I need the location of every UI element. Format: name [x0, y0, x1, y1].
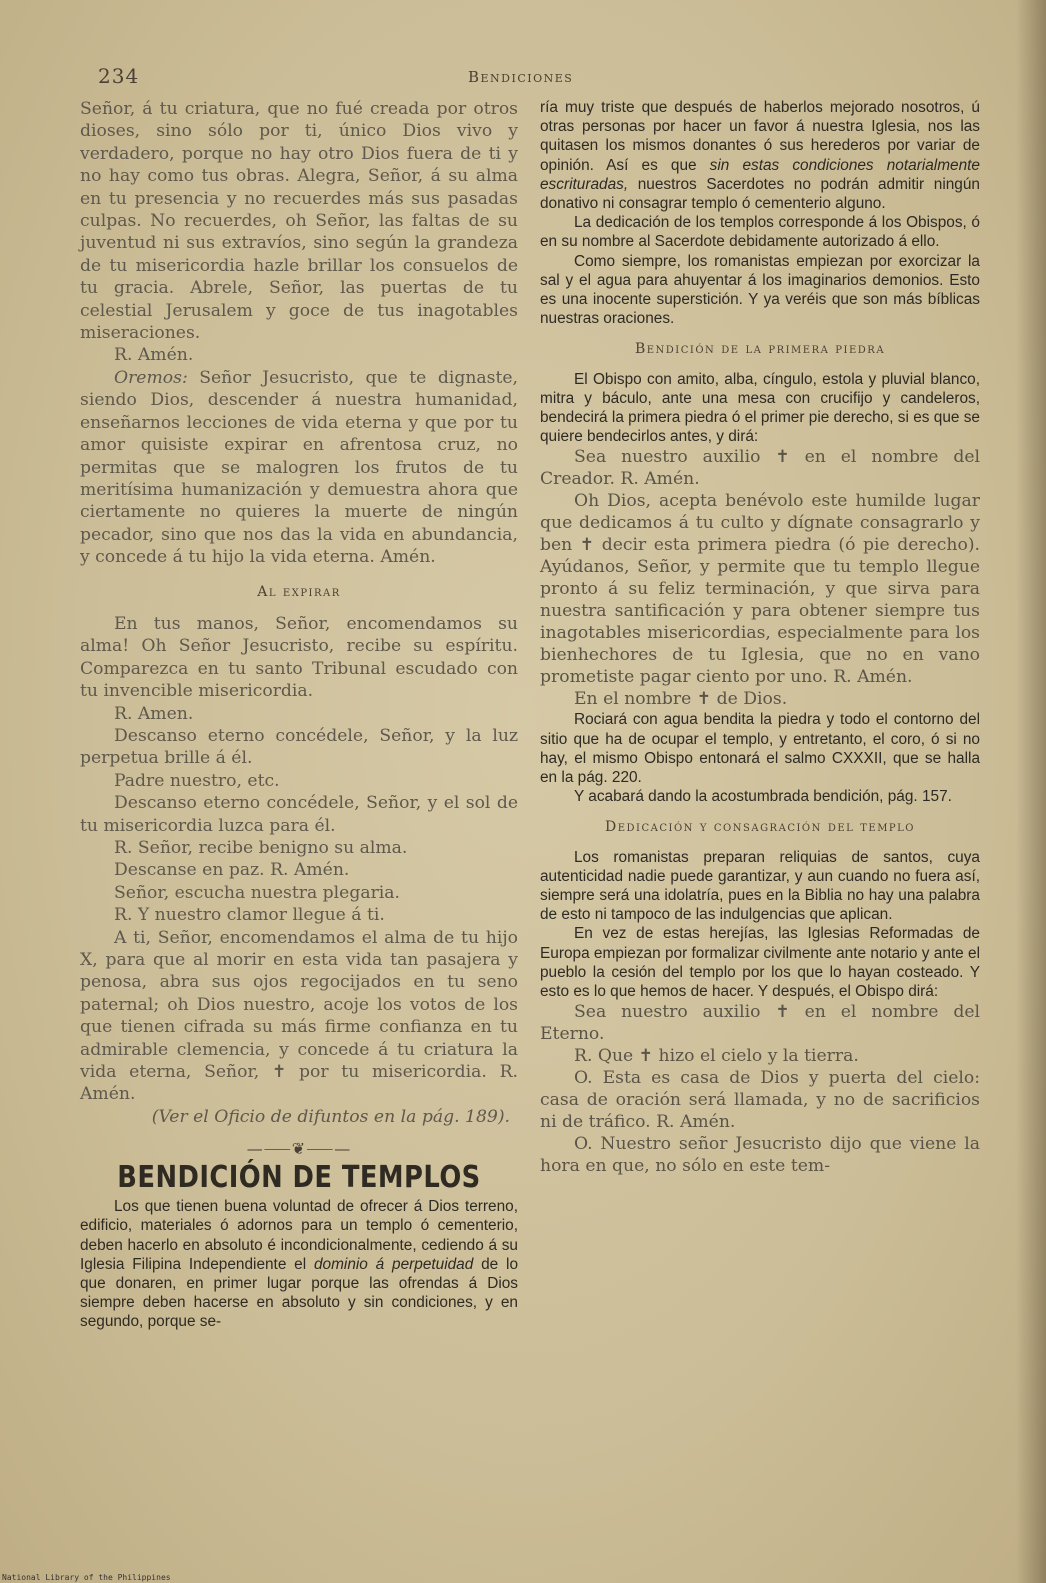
paragraph [540, 98, 980, 213]
paragraph: En vez de estas herejías, las Iglesias Reformadas de Europa empiezan por formalizar civilmente ante notario y ante el pueblo la cesión del templo por los que lo hayan costeado. Y esto es lo que hemos de hacer. Y después, el Obispo dirá: [540, 925, 980, 1001]
paragraph: Sea nuestro auxilio ✝ en el nombre del Creador. R. Amén. [540, 447, 980, 490]
paragraph: R. Y nuestro clamor llegue á ti. [114, 905, 385, 926]
paragraph: Descanso eterno concédele, Señor, y la luz perpetua brille á él. [80, 725, 518, 769]
section-title-dedicacion: Dedicación y consagración del templo [604, 819, 915, 836]
reference-note: (Ver el Oficio de difuntos en la pág. 189). [151, 1106, 510, 1127]
paragraph: R. Que ✝ hizo el cielo y la tierra. [574, 1046, 859, 1067]
paragraph: Señor, á tu criatura, que no fué creada por otros dioses, sino sólo por ti, único Dios vivo y verdadero, porque no hay otro Dios fuera de ti y no hay como tus obras. Alegra, Señor, á su alma en tu presencia y no recuerdes más sus pasadas culpas. No recuerdes, oh Señor, las faltas de su juventud ni sus extravíos, sino según la grandeza de tu misericordia hazle brillar los consuelos de tu gracia. Abrele, Señor, las puertas de tu celestial Jerusalem y goce de tus inagotables miseraciones. [80, 99, 518, 344]
ornament-divider: —⸺❦⸺— [246, 1139, 352, 1159]
section-title-primera-piedra: Bendición de la primera piedra [634, 341, 886, 358]
italic-run: sin estas condiciones notarialmente escrituradas, [540, 156, 980, 193]
paragraph: En tus manos, Señor, encomendamos su alma! Oh Señor Jesucristo, recibe su espíritu. Comparezca en tu santo Tribunal escudado con tu invencible misericordia. [80, 613, 518, 702]
paragraph: A ti, Señor, encomendamos el alma de tu hijo X, para que al morir en esta vida tan pasajera y penosa, abra sus ojos regocijados en tu seno paternal; oh Dios nuestro, acoje los votos de los que tienen cifrada su más firme confianza en tu admirable clemencia, y concede á tu criatura la vida eterna, Señor, ✝ por tu misericordia. R. Amén. [80, 927, 518, 1105]
running-head: Bendiciones [468, 68, 574, 86]
left-column [80, 98, 518, 1332]
paragraph: O. Nuestro señor Jesucristo dijo que viene la hora en que, no sólo en este tem- [540, 1134, 980, 1177]
paragraph: Oh Dios, acepta benévolo este humilde lugar que dedicamos á tu culto y dígnate consagrarlo y ben ✝ decir esta primera piedra (ó pie derecho). Ayúdanos, Señor, y permite que tu templo llegue pronto á su feliz terminación, y que sirva para nuestra santificación y para obtener siempre tus inagotables misericordias, especialmente para los bienhechores de tu Iglesia, que no en vano prometiste pagar ciento por uno. R. Amén. [540, 491, 980, 688]
text-run: Los que tienen buena voluntad de ofrecer á Dios terreno, edificio, materiales ó adornos para un templo ó cementerio, deben hacerlo en absoluto é incondicionalmente, cediendo á su Iglesia Filipina Independiente el [80, 1198, 518, 1273]
prayer-text: Señor Jesucristo, que te dignaste, siendo Dios, descender á nuestra humanidad, enseñarnos lecciones de vida eterna y que por tu amor quisiste expirar en afrentosa cruz, no permitas que se malogren los frutos de tu meritísima humanización y demuestra ahora que ciertamente no quieres la muerte de ningún pecador, sino que nos das la vida en abundancia, y concede á tu hijo la vida eterna. Amén. [80, 367, 518, 568]
paragraph: Como siempre, los romanistas empiezan por exorcizar la sal y el agua para ahuyentar á los imaginarios demonios. Esto es una inocente superstición. Y ya veréis que son más bíblicas nuestras oraciones. [540, 252, 980, 328]
paragraph: Los romanistas preparan reliquias de santos, cuya autenticidad nadie puede garantizar, y aun cuando no fuera así, siempre será una idolatría, pues en la Biblia no hay una palabra de esto ni tampoco de las indulgencias que aplican. [540, 848, 980, 924]
paragraph: R. Amen. [114, 703, 194, 724]
library-credit: National Library of the Philippines [2, 1573, 171, 1582]
paragraph: R. Amén. [114, 345, 194, 366]
paragraph: Descanse en paz. R. Amén. [114, 860, 350, 881]
text-run: ría muy triste que después de haberlos mejorado nosotros, ú otras personas por hacer un favor á nuestra Iglesia, nos las quitasen los mismos donantes ó sus herederos por variar de opinión. Así es que [540, 99, 980, 174]
oremos-label: Oremos: [114, 367, 188, 388]
paragraph: Sea nuestro auxilio ✝ en el nombre del Eterno. [540, 1002, 980, 1045]
paragraph: En el nombre ✝ de Dios. [574, 689, 788, 710]
section-title-al-expirar: Al expirar [257, 583, 341, 600]
paragraph: Padre nuestro, etc. [114, 770, 280, 791]
paragraph [80, 367, 518, 569]
italic-run: dominio á perpetuidad [313, 1255, 474, 1273]
paragraph: R. Señor, recibe benigno su alma. [114, 838, 408, 858]
paragraph [80, 1197, 518, 1331]
paragraph: O. Esta es casa de Dios y puerta del cielo: casa de oración será llamada, y no de sacrificios ni de tráfico. R. Amén. [540, 1068, 980, 1133]
paragraph: El Obispo con amito, alba, cíngulo, estola y pluvial blanco, mitra y báculo, ante una mesa con crucifijo y candeleros, bendecirá la primera piedra ó el primer pie derecho, si es que se quiere bendecirlos antes, y dirá: [540, 370, 980, 446]
chapter-title: BENDICIÓN DE TEMPLOS [117, 1159, 481, 1195]
right-column [540, 98, 980, 1177]
page-edge-shadow [1016, 0, 1046, 1583]
paragraph: Rociará con agua bendita la piedra y todo el contorno del sitio que ha de ocupar el templo, y entretanto, el coro, ó si no hay, el mismo Obispo entonará el salmo CXXXII, que se halla en la pág. 220. [540, 711, 980, 787]
text-run: nuestros Sacerdotes no podrán admitir ningún donativo ni consagrar templo ó cementerio alguno. [540, 175, 980, 213]
paragraph: Y acabará dando la acostumbrada bendición, pág. 157. [574, 788, 952, 806]
paragraph: Señor, escucha nuestra plegaria. [114, 882, 401, 903]
paragraph: La dedicación de los templos corresponde á los Obispos, ó en su nombre al Sacerdote debidamente autorizado á ello. [540, 214, 980, 251]
page-number: 234 [98, 64, 140, 88]
paragraph: Descanso eterno concédele, Señor, y el sol de tu misericordia luzca para él. [80, 793, 518, 836]
text-run: de lo que donaren, en primer lugar porque las ofrendas á Dios siempre deben hacerse en absoluto y sin condiciones, y en segundo, porque se- [80, 1255, 518, 1331]
page-header [98, 64, 978, 94]
